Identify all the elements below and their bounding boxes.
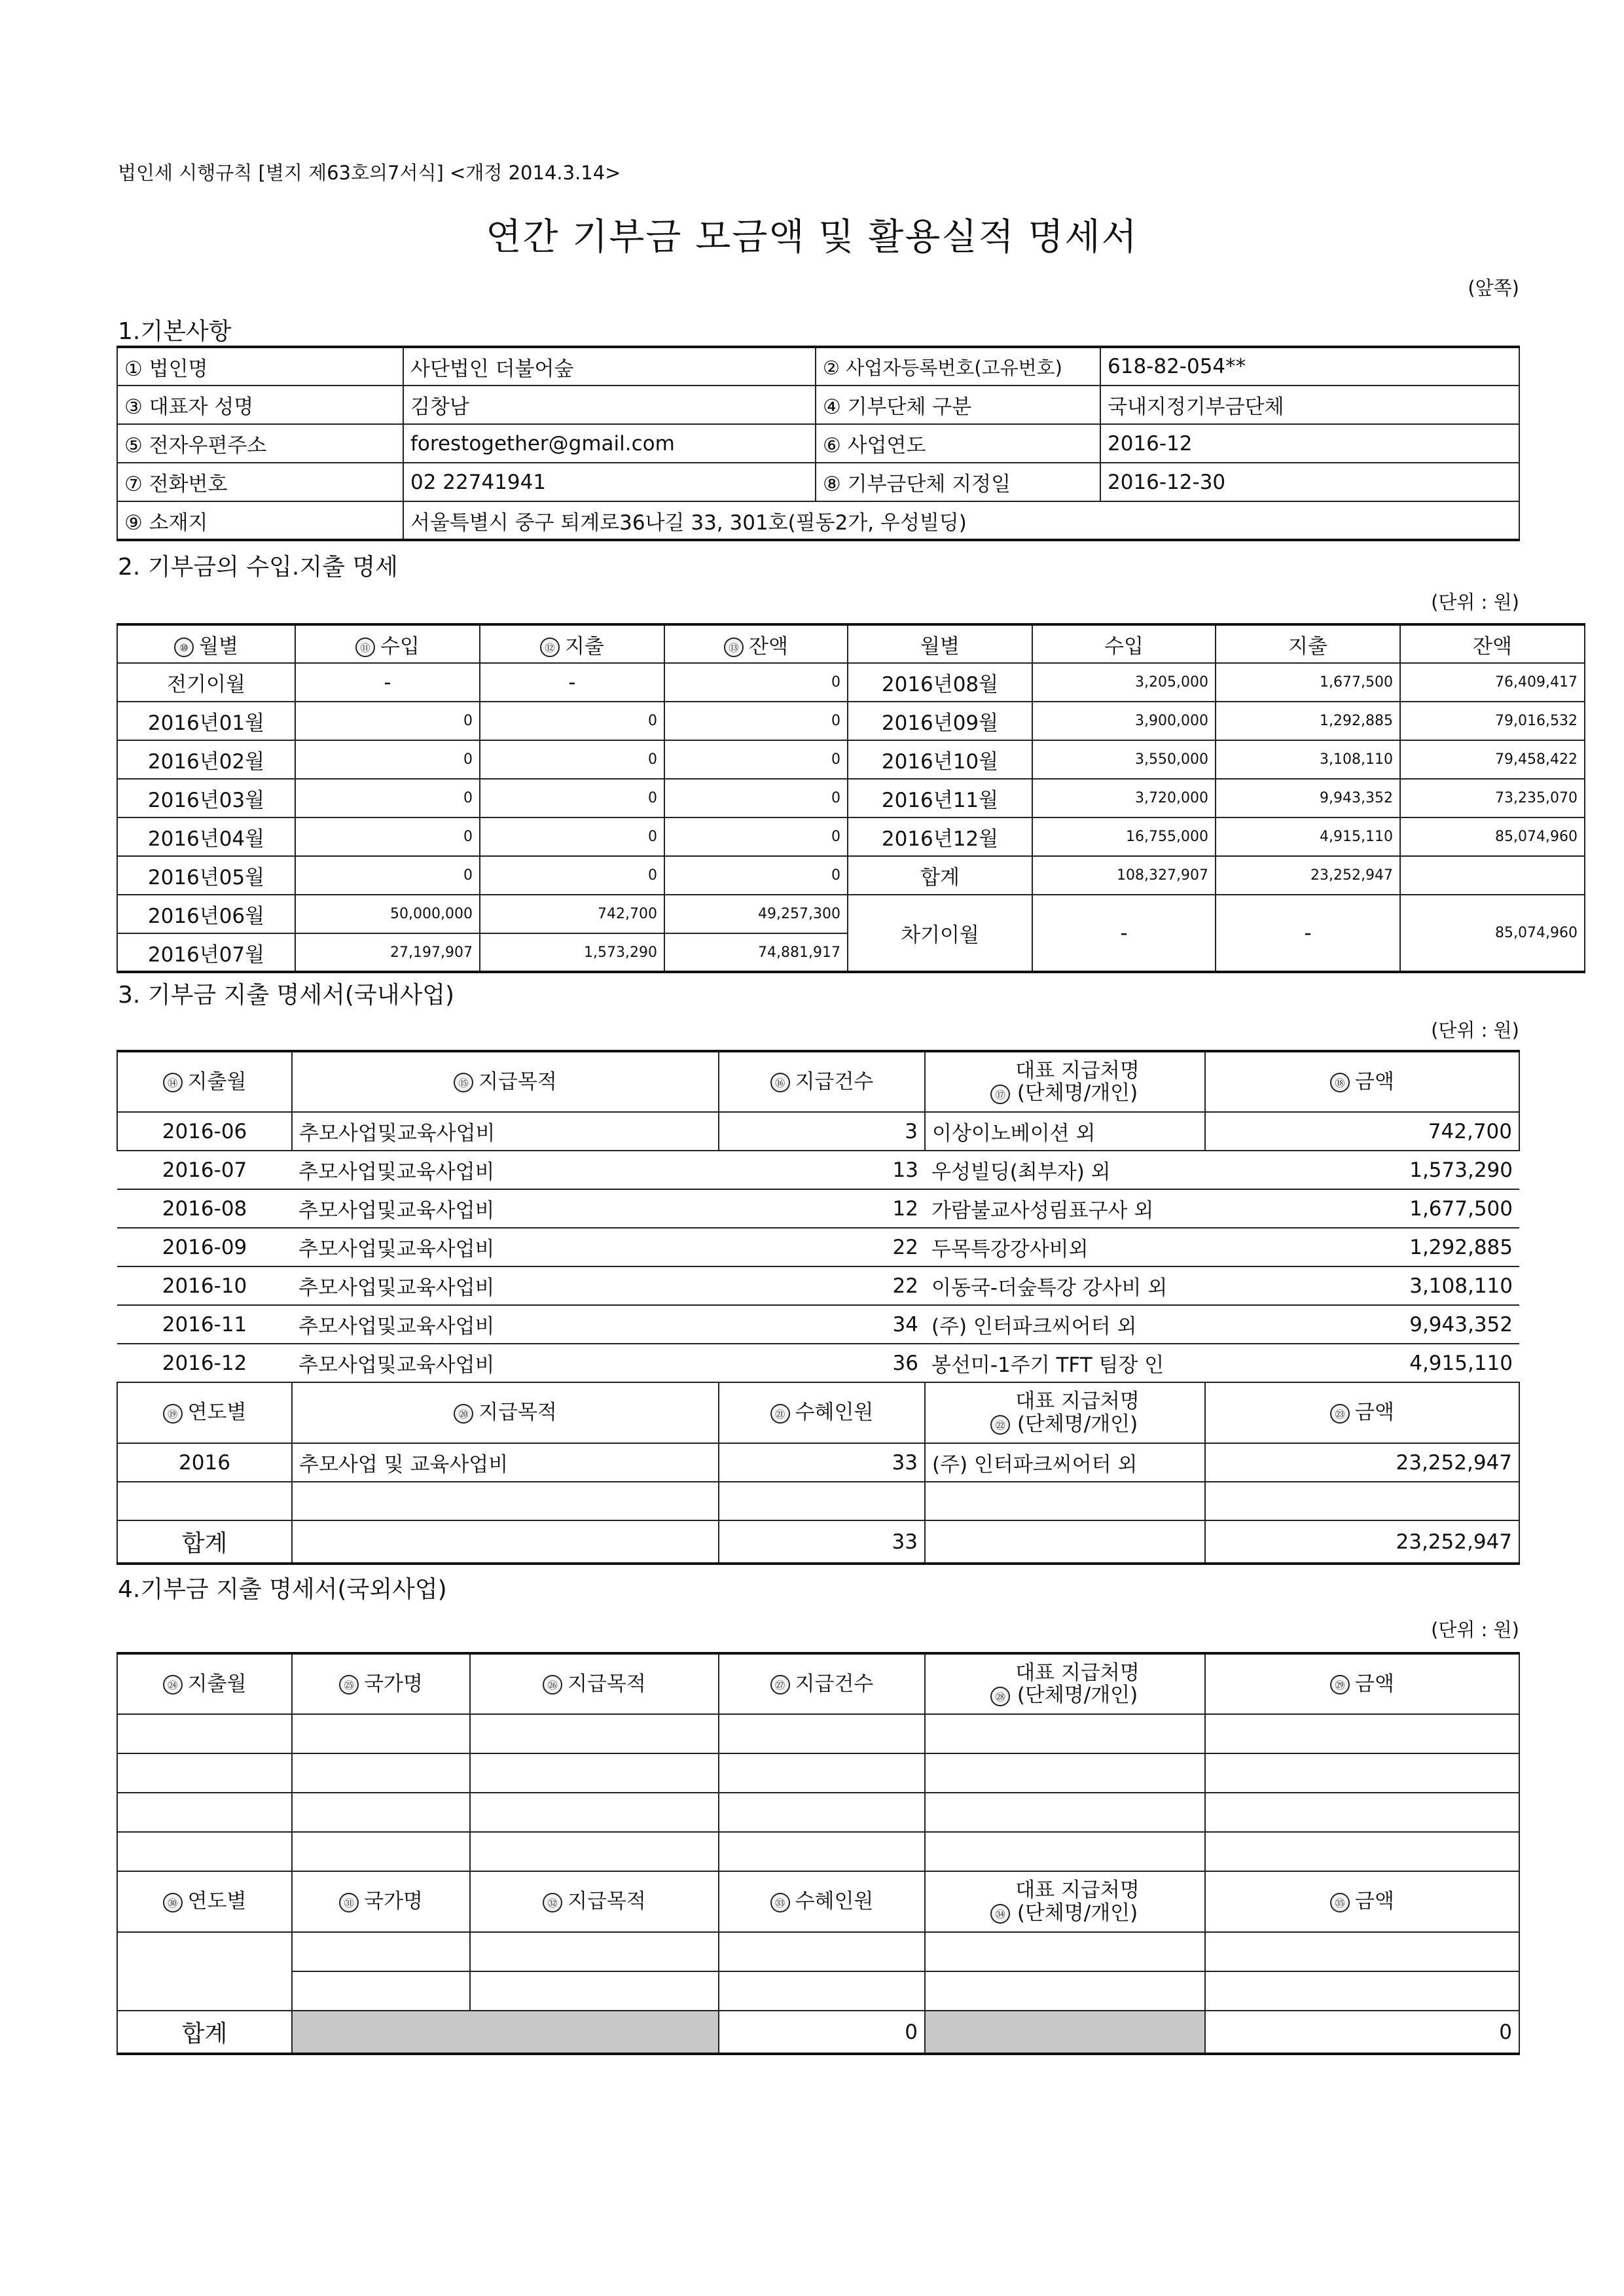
document-title: 연간 기부금 모금액 및 활용실적 명세서 bbox=[486, 216, 1138, 259]
label-email: ⑤ 전자우편주소 bbox=[117, 424, 403, 463]
foreign-empty-row bbox=[117, 1753, 1519, 1793]
balance-cell: 0 bbox=[664, 817, 848, 856]
income-cell: 3,720,000 bbox=[1032, 779, 1216, 817]
expense-cell: 0 bbox=[480, 779, 664, 817]
circle-number-icon: ㉝ bbox=[770, 1893, 790, 1912]
header-amount: ㉟ 금액 bbox=[1205, 1871, 1519, 1932]
count-cell: 3 bbox=[719, 1112, 925, 1151]
foreign-empty-row bbox=[117, 1793, 1519, 1832]
circle-number-icon: ⑱ bbox=[1330, 1073, 1350, 1092]
income-cell: - bbox=[295, 663, 480, 702]
income-cell: 0 bbox=[295, 856, 480, 895]
expense-cell: 742,700 bbox=[480, 895, 664, 933]
people-cell: 33 bbox=[719, 1443, 925, 1482]
expense-cell: 1,573,290 bbox=[480, 933, 664, 972]
balance-cell: 0 bbox=[664, 856, 848, 895]
circle-number-icon: ㉑ bbox=[770, 1404, 790, 1424]
section-domestic-title: 3. 기부금 지출 명세서(국내사업) bbox=[118, 982, 455, 1009]
amount-cell: 742,700 bbox=[1205, 1112, 1519, 1151]
label-org-type: ④ 기부단체 구분 bbox=[816, 386, 1100, 424]
header-country: ㉛ 국가명 bbox=[292, 1871, 470, 1932]
payee-cell: (주) 인터파크씨어터 외 bbox=[925, 1305, 1205, 1344]
table-row bbox=[117, 1266, 1519, 1305]
purpose-cell: 추모사업및교육사업비 bbox=[292, 1228, 719, 1266]
expense-cell: 0 bbox=[480, 702, 664, 740]
month-cell: 합계 bbox=[848, 856, 1032, 895]
balance-cell: 0 bbox=[664, 779, 848, 817]
header-income-2: 수입 bbox=[1032, 624, 1216, 663]
header-beneficiaries: ㉑ 수혜인원 bbox=[719, 1382, 925, 1443]
section-basic-title: 1.기본사항 bbox=[118, 318, 232, 345]
month-cell: 2016-10 bbox=[117, 1266, 292, 1305]
income-row bbox=[117, 895, 1585, 933]
basic-row bbox=[117, 424, 1519, 463]
month-cell: 2016년04월 bbox=[117, 817, 295, 856]
total-blank bbox=[925, 1520, 1205, 1564]
expense-cell: 4,915,110 bbox=[1216, 817, 1400, 856]
header-amount: ㉓ 금액 bbox=[1205, 1382, 1519, 1443]
total-blank bbox=[292, 1520, 719, 1564]
header-purpose: ㉖ 지급목적 bbox=[470, 1653, 719, 1714]
empty-cell bbox=[292, 1482, 719, 1520]
value-designation-date: 2016-12-30 bbox=[1100, 463, 1519, 501]
month-cell: 2016-12 bbox=[117, 1344, 292, 1382]
income-row bbox=[117, 856, 1585, 895]
month-cell: 2016년08월 bbox=[848, 663, 1032, 702]
header-beneficiaries: ㉝ 수혜인원 bbox=[719, 1871, 925, 1932]
foreign-empty-row bbox=[117, 1832, 1519, 1871]
income-cell: 0 bbox=[295, 779, 480, 817]
amount-cell: 3,108,110 bbox=[1205, 1266, 1519, 1305]
foreign-empty-row bbox=[117, 1971, 1519, 2011]
label-designation-date: ⑧ 기부금단체 지정일 bbox=[816, 463, 1100, 501]
month-cell: 전기이월 bbox=[117, 663, 295, 702]
circle-number-icon: ⑫ bbox=[540, 637, 560, 657]
expense-cell: 0 bbox=[480, 817, 664, 856]
basic-row bbox=[117, 347, 1519, 386]
purpose-cell: 추모사업및교육사업비 bbox=[292, 1344, 719, 1382]
purpose-cell: 추모사업및교육사업비 bbox=[292, 1266, 719, 1305]
balance-cell bbox=[1400, 856, 1585, 895]
expense-cell: 3,108,110 bbox=[1216, 740, 1400, 779]
payee-cell: 두목특강강사비외 bbox=[925, 1228, 1205, 1266]
circle-number-icon: ⑪ bbox=[355, 637, 375, 657]
expense-cell: 0 bbox=[480, 740, 664, 779]
domestic-header-row bbox=[117, 1051, 1519, 1112]
income-cell: 3,900,000 bbox=[1032, 702, 1216, 740]
balance-cell: 85,074,960 bbox=[1400, 817, 1585, 856]
expense-cell: 1,292,885 bbox=[1216, 702, 1400, 740]
payee-cell: (주) 인터파크씨어터 외 bbox=[925, 1443, 1205, 1482]
purpose-cell: 추모사업및교육사업비 bbox=[292, 1151, 719, 1189]
count-cell: 36 bbox=[719, 1344, 925, 1382]
amount-cell: 1,573,290 bbox=[1205, 1151, 1519, 1189]
count-cell: 34 bbox=[719, 1305, 925, 1344]
empty-cell bbox=[925, 1482, 1205, 1520]
header-balance-2: 잔액 bbox=[1400, 624, 1585, 663]
value-representative: 김창남 bbox=[403, 386, 816, 424]
year-cell: 2016 bbox=[117, 1443, 292, 1482]
expense-cell: 9,943,352 bbox=[1216, 779, 1400, 817]
basic-row bbox=[117, 501, 1519, 540]
header-purpose: ㉜ 지급목적 bbox=[470, 1871, 719, 1932]
header-country: ㉕ 국가명 bbox=[292, 1653, 470, 1714]
label-representative: ③ 대표자 성명 bbox=[117, 386, 403, 424]
purpose-cell: 추모사업및교육사업비 bbox=[292, 1112, 719, 1151]
month-cell: 2016년11월 bbox=[848, 779, 1032, 817]
basic-info-table bbox=[117, 346, 1520, 541]
circle-number-icon: ⑮ bbox=[454, 1073, 473, 1092]
header-payee: ㉘대표 지급처명 (단체명/개인) bbox=[925, 1653, 1205, 1714]
income-table bbox=[117, 623, 1585, 973]
total-blank bbox=[292, 2011, 719, 2054]
income-cell: 3,205,000 bbox=[1032, 663, 1216, 702]
expense-cell: - bbox=[480, 663, 664, 702]
header-payment-count: ㉗ 지급건수 bbox=[719, 1653, 925, 1714]
header-balance: ⑬ 잔액 bbox=[664, 624, 848, 663]
label-corp-name: ① 법인명 bbox=[117, 347, 403, 386]
total-people: 33 bbox=[719, 1520, 925, 1564]
circle-number-icon: ⑯ bbox=[770, 1073, 790, 1092]
count-cell: 12 bbox=[719, 1189, 925, 1228]
balance-cell: 0 bbox=[664, 663, 848, 702]
circle-number-icon: ⑩ bbox=[174, 637, 194, 657]
header-month: ⑩ 월별 bbox=[117, 624, 295, 663]
empty-cell bbox=[117, 1482, 292, 1520]
form-label: 법인세 시행규칙 [별지 제63호의7서식] <개정 2014.3.14> bbox=[118, 162, 621, 184]
circle-number-icon: ㉚ bbox=[163, 1893, 183, 1912]
circle-number-icon: ㉕ bbox=[339, 1675, 359, 1695]
balance-cell: 79,458,422 bbox=[1400, 740, 1585, 779]
income-header-row bbox=[117, 624, 1585, 663]
circle-number-icon: ㉟ bbox=[1330, 1893, 1350, 1912]
domestic-unit-label: (단위 : 원) bbox=[1431, 1019, 1519, 1041]
purpose-cell: 추모사업및교육사업비 bbox=[292, 1305, 719, 1344]
total-label: 합계 bbox=[117, 1520, 292, 1564]
total-row bbox=[117, 1520, 1519, 1564]
carry-expense-cell: - bbox=[1216, 895, 1400, 972]
label-phone: ⑦ 전화번호 bbox=[117, 463, 403, 501]
balance-cell: 79,016,532 bbox=[1400, 702, 1585, 740]
month-cell: 2016-06 bbox=[117, 1112, 292, 1151]
circle-number-icon: ⑭ bbox=[163, 1073, 183, 1092]
payee-cell: 가람불교사성림표구사 외 bbox=[925, 1189, 1205, 1228]
circle-number-icon: ㉓ bbox=[1330, 1404, 1350, 1424]
header-expense-2: 지출 bbox=[1216, 624, 1400, 663]
foreign-empty-row bbox=[117, 1714, 1519, 1753]
month-cell: 2016년02월 bbox=[117, 740, 295, 779]
purpose-cell: 추모사업및교육사업비 bbox=[292, 1189, 719, 1228]
payee-cell: 이동국-더숲특강 강사비 외 bbox=[925, 1266, 1205, 1305]
month-cell: 2016-07 bbox=[117, 1151, 292, 1189]
header-expense: ⑫ 지출 bbox=[480, 624, 664, 663]
empty-row bbox=[117, 1482, 1519, 1520]
value-business-number: 618-82-054** bbox=[1100, 347, 1519, 386]
total-count: 0 bbox=[719, 2011, 925, 2054]
payee-cell: 우성빌딩(최부자) 외 bbox=[925, 1151, 1205, 1189]
month-cell: 2016년01월 bbox=[117, 702, 295, 740]
circle-number-icon: ㉞ bbox=[990, 1904, 1010, 1924]
year-row bbox=[117, 1443, 1519, 1482]
value-org-type: 국내지정기부금단체 bbox=[1100, 386, 1519, 424]
circle-number-icon: ⑰ bbox=[990, 1085, 1010, 1104]
amount-cell: 1,292,885 bbox=[1205, 1228, 1519, 1266]
income-cell: 0 bbox=[295, 817, 480, 856]
balance-cell: 49,257,300 bbox=[664, 895, 848, 933]
header-year: ㉚ 연도별 bbox=[117, 1871, 292, 1932]
count-cell: 22 bbox=[719, 1266, 925, 1305]
header-payee: ⑰대표 지급처명 (단체명/개인) bbox=[925, 1051, 1205, 1112]
month-cell: 2016-11 bbox=[117, 1305, 292, 1344]
value-address: 서울특별시 중구 퇴계로36나길 33, 301호(필동2가, 우성빌딩) bbox=[403, 501, 1519, 540]
value-email: forestogether@gmail.com bbox=[403, 424, 816, 463]
circle-number-icon: ㉔ bbox=[163, 1675, 183, 1695]
month-cell: 2016-08 bbox=[117, 1189, 292, 1228]
carry-income-cell: - bbox=[1032, 895, 1216, 972]
circle-number-icon: ㉙ bbox=[1330, 1675, 1350, 1695]
total-label: 합계 bbox=[117, 2011, 292, 2054]
label-business-number: ② 사업자등록번호(고유번호) bbox=[816, 347, 1100, 386]
expense-cell: 0 bbox=[480, 856, 664, 895]
domestic-table bbox=[117, 1050, 1520, 1565]
total-blank bbox=[925, 2011, 1205, 2054]
table-row bbox=[117, 1112, 1519, 1151]
table-row bbox=[117, 1228, 1519, 1266]
amount-cell: 4,915,110 bbox=[1205, 1344, 1519, 1382]
income-cell: 3,550,000 bbox=[1032, 740, 1216, 779]
circle-number-icon: ㉘ bbox=[990, 1687, 1010, 1706]
label-address: ⑨ 소재지 bbox=[117, 501, 403, 540]
header-purpose: ⑮ 지급목적 bbox=[292, 1051, 719, 1112]
income-cell: 0 bbox=[295, 702, 480, 740]
income-row bbox=[117, 779, 1585, 817]
label-fiscal-year: ⑥ 사업연도 bbox=[816, 424, 1100, 463]
income-cell: 50,000,000 bbox=[295, 895, 480, 933]
count-cell: 22 bbox=[719, 1228, 925, 1266]
foreign-empty-row bbox=[117, 1932, 1519, 1971]
income-row bbox=[117, 663, 1585, 702]
header-payee: ㉒대표 지급처명 (단체명/개인) bbox=[925, 1382, 1205, 1443]
income-unit-label: (단위 : 원) bbox=[1431, 591, 1519, 613]
circle-number-icon: ⑲ bbox=[163, 1404, 183, 1424]
month-cell: 2016년06월 bbox=[117, 895, 295, 933]
income-cell: 108,327,907 bbox=[1032, 856, 1216, 895]
circle-number-icon: ㉒ bbox=[990, 1415, 1010, 1435]
income-cell: 16,755,000 bbox=[1032, 817, 1216, 856]
foreign-table bbox=[117, 1652, 1520, 2055]
income-cell: 27,197,907 bbox=[295, 933, 480, 972]
foreign-header-row bbox=[117, 1653, 1519, 1714]
table-row bbox=[117, 1344, 1519, 1382]
income-row bbox=[117, 817, 1585, 856]
basic-row bbox=[117, 463, 1519, 501]
count-cell: 13 bbox=[719, 1151, 925, 1189]
month-cell: 2016년03월 bbox=[117, 779, 295, 817]
payee-cell: 봉선미-1주기 TFT 팀장 인 bbox=[925, 1344, 1205, 1382]
section-foreign-title: 4.기부금 지출 명세서(국외사업) bbox=[118, 1576, 447, 1603]
circle-number-icon: ㉖ bbox=[543, 1675, 562, 1695]
payee-cell: 이상이노베이션 외 bbox=[925, 1112, 1205, 1151]
expense-cell: 23,252,947 bbox=[1216, 856, 1400, 895]
basic-row bbox=[117, 386, 1519, 424]
foreign-total-row bbox=[117, 2011, 1519, 2054]
value-phone: 02 22741941 bbox=[403, 463, 816, 501]
month-cell: 2016년05월 bbox=[117, 856, 295, 895]
circle-number-icon: ⑬ bbox=[724, 637, 744, 657]
month-cell: 2016-09 bbox=[117, 1228, 292, 1266]
section-income-title: 2. 기부금의 수입.지출 명세 bbox=[118, 554, 398, 581]
header-payment-count: ⑯ 지급건수 bbox=[719, 1051, 925, 1112]
balance-cell: 0 bbox=[664, 740, 848, 779]
month-cell: 2016년10월 bbox=[848, 740, 1032, 779]
circle-number-icon: ㉜ bbox=[543, 1893, 562, 1912]
income-row bbox=[117, 702, 1585, 740]
purpose-cell: 추모사업 및 교육사업비 bbox=[292, 1443, 719, 1482]
value-corp-name: 사단법인 더불어숲 bbox=[403, 347, 816, 386]
foreign-header-row-2 bbox=[117, 1871, 1519, 1932]
balance-cell: 0 bbox=[664, 702, 848, 740]
income-cell: 0 bbox=[295, 740, 480, 779]
expense-cell: 1,677,500 bbox=[1216, 663, 1400, 702]
header-amount: ㉙ 금액 bbox=[1205, 1653, 1519, 1714]
page-side-label: (앞쪽) bbox=[1468, 277, 1519, 299]
header-year: ⑲ 연도별 bbox=[117, 1382, 292, 1443]
table-row bbox=[117, 1305, 1519, 1344]
header-payee: ㉞대표 지급처명 (단체명/개인) bbox=[925, 1871, 1205, 1932]
header-expense-month: ㉔ 지출월 bbox=[117, 1653, 292, 1714]
header-expense-month: ⑭ 지출월 bbox=[117, 1051, 292, 1112]
table-row bbox=[117, 1151, 1519, 1189]
empty-cell bbox=[719, 1482, 925, 1520]
circle-number-icon: ㉛ bbox=[339, 1893, 359, 1912]
total-amount: 23,252,947 bbox=[1205, 1520, 1519, 1564]
balance-cell: 76,409,417 bbox=[1400, 663, 1585, 702]
amount-cell: 23,252,947 bbox=[1205, 1443, 1519, 1482]
domestic-header-row-2 bbox=[117, 1382, 1519, 1443]
carry-balance-cell: 85,074,960 bbox=[1400, 895, 1585, 972]
value-fiscal-year: 2016-12 bbox=[1100, 424, 1519, 463]
carry-month-cell: 차기이월 bbox=[848, 895, 1032, 972]
header-income: ⑪ 수입 bbox=[295, 624, 480, 663]
circle-number-icon: ㉗ bbox=[770, 1675, 790, 1695]
month-cell: 2016년12월 bbox=[848, 817, 1032, 856]
balance-cell: 74,881,917 bbox=[664, 933, 848, 972]
header-amount: ⑱ 금액 bbox=[1205, 1051, 1519, 1112]
balance-cell: 73,235,070 bbox=[1400, 779, 1585, 817]
header-month-2: 월별 bbox=[848, 624, 1032, 663]
amount-cell: 9,943,352 bbox=[1205, 1305, 1519, 1344]
total-amount: 0 bbox=[1205, 2011, 1519, 2054]
empty-cell bbox=[1205, 1482, 1519, 1520]
month-cell: 2016년09월 bbox=[848, 702, 1032, 740]
foreign-unit-label: (단위 : 원) bbox=[1431, 1619, 1519, 1641]
amount-cell: 1,677,500 bbox=[1205, 1189, 1519, 1228]
table-row bbox=[117, 1189, 1519, 1228]
circle-number-icon: ⑳ bbox=[454, 1404, 473, 1424]
income-row bbox=[117, 740, 1585, 779]
header-purpose: ⑳ 지급목적 bbox=[292, 1382, 719, 1443]
month-cell: 2016년07월 bbox=[117, 933, 295, 972]
